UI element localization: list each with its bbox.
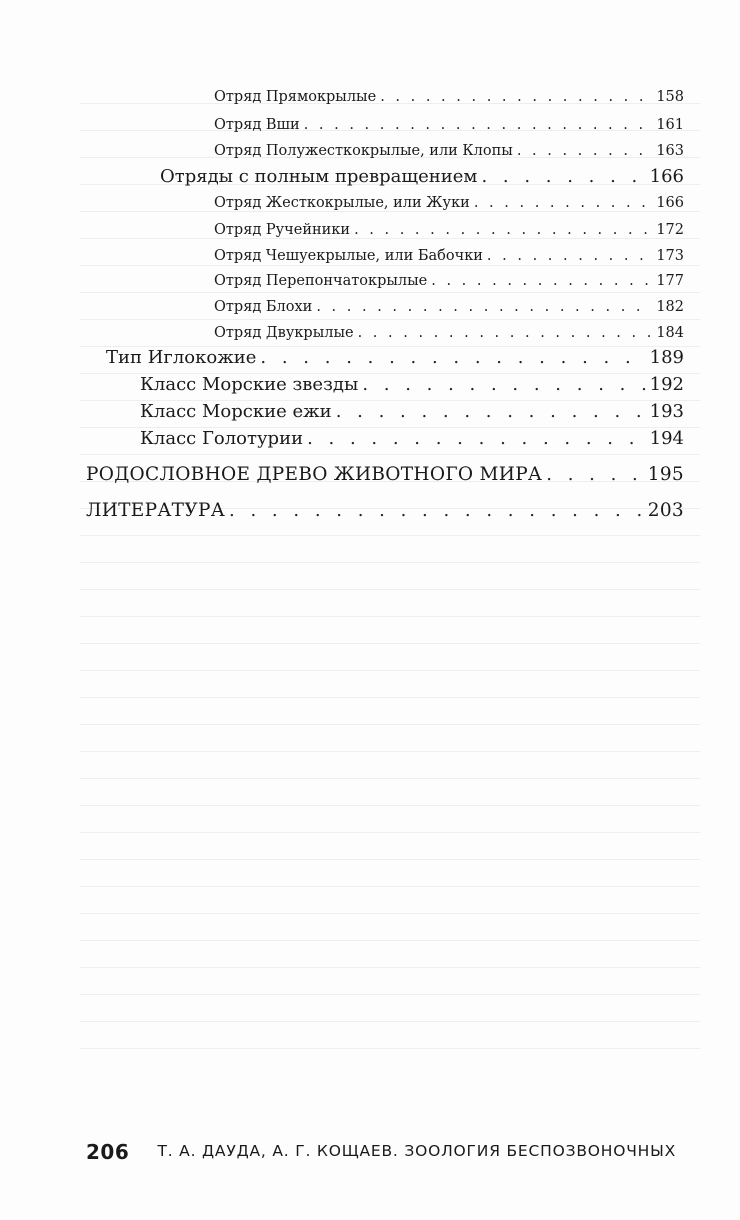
toc-entry [160,166,684,187]
toc-entry-page: 158 [656,89,684,105]
dot-leader [517,143,653,159]
toc-entry-page: 166 [649,166,684,187]
toc-entry [214,325,684,341]
toc-entry-page: 182 [656,299,684,315]
running-head: Т. А. ДАУДА, А. Г. КОЩАЕВ. ЗООЛОГИЯ БЕСПОЗВОНОЧНЫХ [157,1142,676,1160]
toc-entry [214,117,684,133]
toc-entry [140,428,684,449]
toc-entry [214,299,684,315]
toc-entry-title: Отряд Перепончатокрылые [214,273,428,289]
toc-entry-title: Тип Иглокожие [106,347,257,368]
dot-leader [481,166,645,187]
dot-leader [474,195,652,211]
toc-entry [86,500,684,521]
toc-entry-title: Отряд Ручейники [214,222,351,238]
dot-leader [304,117,653,133]
toc-entry-title: Отряд Жесткокрылые, или Жуки [214,195,470,211]
dot-leader [307,428,646,449]
toc-entry [214,273,684,289]
toc-entry-title: Отряд Двукрылые [214,325,354,341]
toc-entry [214,195,684,211]
toc-entry-page: 203 [647,500,684,521]
toc-entry-title: Отряд Вши [214,117,300,133]
toc-entry-title: Отряд Блохи [214,299,313,315]
dot-leader [487,248,652,264]
toc-entry-page: 177 [656,273,684,289]
toc-entry [106,347,684,368]
dot-leader [336,401,646,422]
dot-leader [362,374,645,395]
toc-entry [214,222,684,238]
toc-entry-title: Отряд Полужесткокрылые, или Клопы [214,143,513,159]
toc-entry-title: ЛИТЕРАТУРА [86,500,226,521]
dot-leader [380,89,652,105]
toc-entry-title: Отряды с полным превращением [160,166,478,187]
toc-entry [86,464,684,485]
toc-entry [140,401,684,422]
toc-entry-title: РОДОСЛОВНОЕ ДРЕВО ЖИВОТНОГО МИРА [86,464,543,485]
dot-leader [354,222,652,238]
toc-entry-page: 166 [656,195,684,211]
toc-entry-title: Отряд Прямокрылые [214,89,377,105]
toc-entry [214,89,684,105]
toc-entry-title: Отряд Чешуекрылые, или Бабочки [214,248,483,264]
toc-entry-title: Класс Морские звезды [140,374,359,395]
toc-entry-title: Класс Морские ежи [140,401,332,422]
toc-entry-page: 172 [656,222,684,238]
toc-entry-page: 195 [647,464,684,485]
page-footer [86,1140,690,1170]
page-number: 206 [86,1140,130,1164]
dot-leader [316,299,652,315]
toc-entry-page: 163 [656,143,684,159]
dot-leader [431,273,652,289]
toc-entry [214,143,684,159]
toc-entry-page: 184 [656,325,684,341]
dot-leader [546,464,644,485]
toc-entry [140,374,684,395]
toc-entry-page: 173 [656,248,684,264]
toc-entry-page: 192 [649,374,684,395]
toc-entry-page: 161 [656,117,684,133]
toc-entry [214,248,684,264]
dot-leader [229,500,644,521]
toc-entry-page: 193 [649,401,684,422]
toc-entry-page: 194 [649,428,684,449]
dot-leader [358,325,653,341]
toc-entry-title: Класс Голотурии [140,428,304,449]
dot-leader [260,347,645,368]
toc-entry-page: 189 [649,347,684,368]
